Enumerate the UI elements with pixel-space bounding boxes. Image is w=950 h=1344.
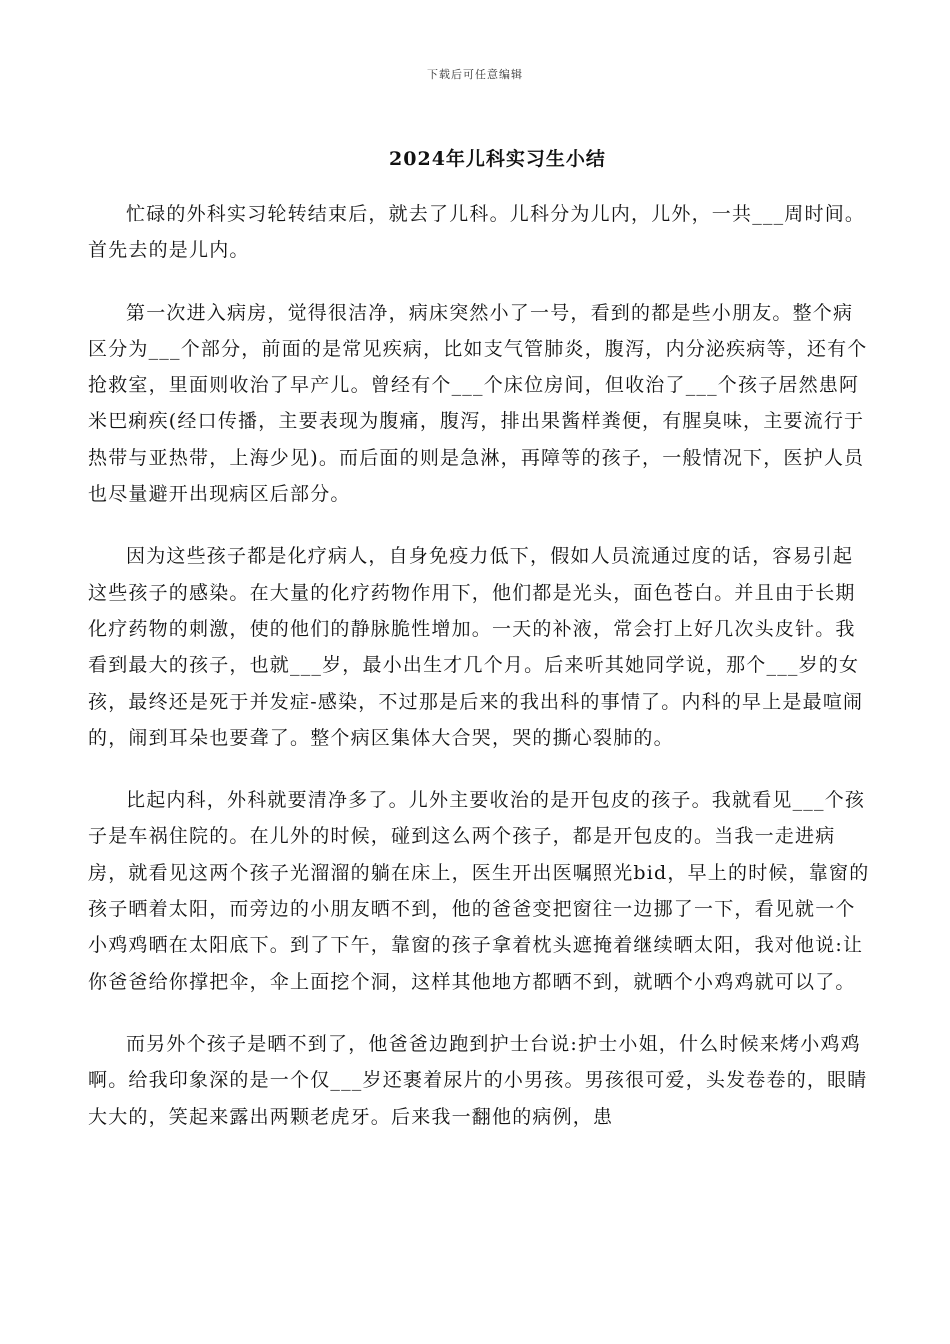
- paragraph-1: 忙碌的外科实习轮转结束后，就去了儿科。儿科分为儿内，儿外，一共___周时间。首先去的是儿内。: [88, 203, 866, 262]
- header-note: 下载后可任意编辑: [427, 68, 523, 81]
- paragraph-4: 比起内科，外科就要清净多了。儿外主要收治的是开包皮的孩子。我就看见___个孩子是车祸住院的。在儿外的时候，碰到这么两个孩子，都是开包皮的。当我一走进病房，就看见这两个孩子光溜溜的躺在床上，医生开出医嘱照光bid，早上的时候，靠窗的孩子晒着太阳，而旁边的小朋友晒不到，他的爸爸变把窗往一边挪了一下，看见就一个小鸡鸡晒在太阳底下。到了下午，靠窗的孩子拿着枕头遮掩着继续晒太阳，我对他说:让你爸爸给你撑把伞，伞上面挖个洞，这样其他地方都晒不到，就晒个小鸡鸡就可以了。: [88, 789, 870, 993]
- paragraph-3: 因为这些孩子都是化疗病人，自身免疫力低下，假如人员流通过度的话，容易引起这些孩子的感染。在大量的化疗药物作用下，他们都是光头，面色苍白。并且由于长期化疗药物的刺激，使的他们的静脉脆性增加。一天的补液，常会打上好几次头皮针。我看到最大的孩子，也就___岁，最小出生才几个月。后来听其她同学说，那个___岁的女孩，最终还是死于并发症-感染，不过那是后来的我出科的事情了。内科的早上是最喧闹的，闹到耳朵也要聋了。整个病区集体大合哭，哭的撕心裂肺的。: [88, 545, 864, 749]
- paragraph-2: 第一次进入病房，觉得很洁净，病床突然小了一号，看到的都是些小朋友。整个病区分为___个部分，前面的是常见疾病，比如支气管肺炎，腹泻，内分泌疾病等，还有个抢救室，里面则收治了早产儿。曾经有个___个床位房间，但收治了___个孩子居然患阿米巴痢疾(经口传播，主要表现为腹痛，腹泻，排出果酱样粪便，有腥臭味，主要流行于热带与亚热带，上海少见)。而后面的则是急淋，再障等的孩子，一般情况下，医护人员也尽量避开出现病区后部分。: [88, 301, 868, 506]
- document-title: 2024年儿科实习生小结: [389, 148, 606, 170]
- document-body: [88, 196, 870, 1161]
- paragraph-5: 而另外个孩子是晒不到了，他爸爸边跑到护士台说:护士小姐，什么时候来烤小鸡鸡啊。给我印象深的是一个仅___岁还裹着尿片的小男孩。男孩很可爱，头发卷卷的，眼睛大大的，笑起来露出两颗老虎牙。后来我一翻他的病例，患: [88, 1032, 868, 1128]
